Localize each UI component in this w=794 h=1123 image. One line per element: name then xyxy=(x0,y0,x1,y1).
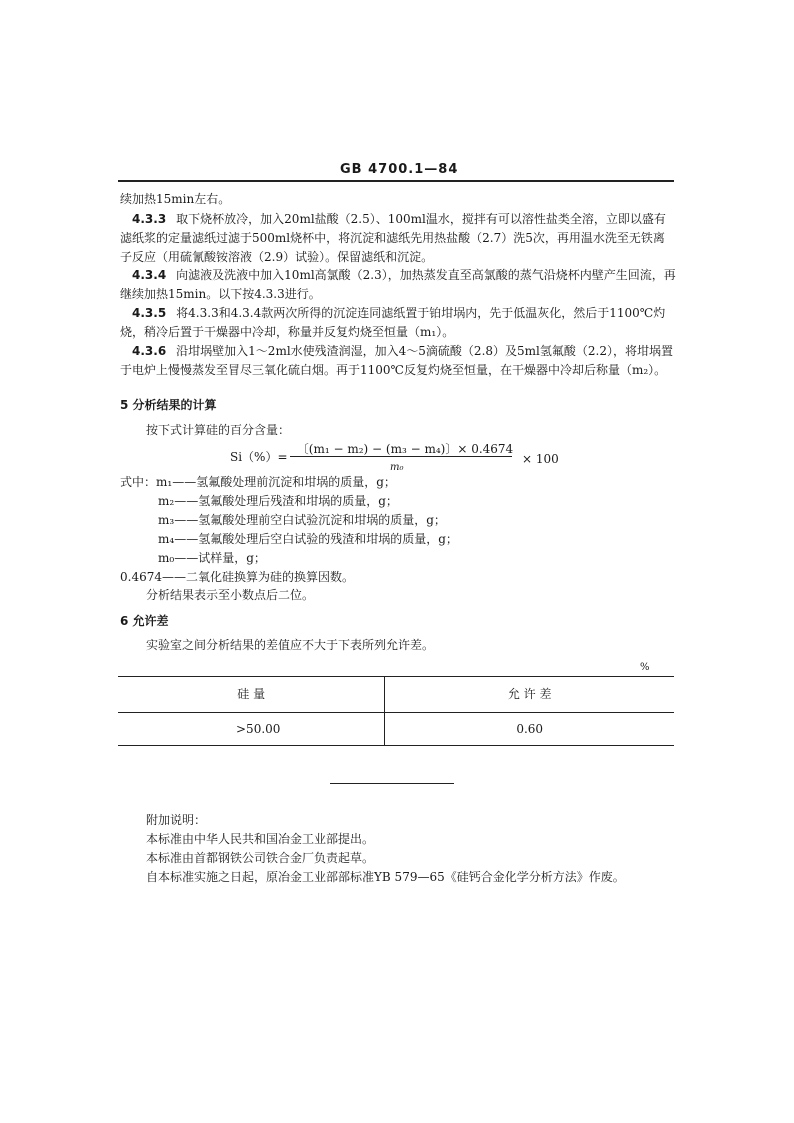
where-line: m₄——氢氟酸处理后空白试验的残渣和坩埚的质量，g； xyxy=(158,532,458,546)
clause-number: 4.3.4 xyxy=(132,268,167,282)
clause-4-3-5 xyxy=(120,304,676,342)
clause-text: 沿坩埚壁加入1～2ml水使残渣润湿，加入4～5滴硫酸（2.8）及5ml氢氟酸（2.2），将坩埚置于电炉上慢慢蒸发至冒尽三氧化硫白烟。再于1100℃反复灼烧至恒量，在干燥器中冷却后称量（m₂）。 xyxy=(120,344,673,377)
notes-line: 本标准由中华人民共和国冶金工业部提出。 xyxy=(146,832,375,846)
end-divider xyxy=(330,783,454,784)
clause-number: 4.3.6 xyxy=(132,344,167,358)
notes-line: 本标准由首都钢铁公司铁合金厂负责起草。 xyxy=(146,851,375,865)
precision-note: 分析结果表示至小数点后二位。 xyxy=(146,588,315,602)
clause-number: 4.3.5 xyxy=(132,306,167,320)
clause-4-3-6 xyxy=(120,342,676,380)
table-header-row xyxy=(118,677,674,713)
notes-title: 附加说明： xyxy=(146,813,207,827)
table-unit: % xyxy=(640,662,650,673)
clause-text: 将4.3.3和4.3.4款两次所得的沉淀连同滤纸置于铂坩埚内，先于低温灰化，然后于1100℃灼烧，稍冷后置于干燥器中冷却，称量并反复灼烧至恒量（m₁）。 xyxy=(120,306,666,339)
formula-right: × 100 xyxy=(522,452,559,466)
fraction-bar xyxy=(290,456,512,457)
clause-number: 4.3.3 xyxy=(132,212,167,226)
formula-denominator: m₀ xyxy=(390,462,404,473)
formula-numerator: 〔(m₁ − m₂) − (m₃ − m₄)〕× 0.4674 xyxy=(296,442,514,456)
continuation-text: 续加热15min左右。 xyxy=(120,192,231,206)
clause-text: 取下烧杯放冷，加入20ml盐酸（2.5）、100ml温水，搅拌有可以溶性盐类全溶，立即以盛有滤纸浆的定量滤纸过滤于500ml烧杯中，将沉淀和滤纸先用热盐酸（2.7）洗5次，再用温水洗至无铁离子反应（用硫氰酸铵溶液（2.9）试验）。保留滤纸和沉淀。 xyxy=(120,212,666,264)
where-line: 0.4674——二氧化硅换算为硅的换算因数。 xyxy=(120,570,354,584)
header-rule xyxy=(118,180,674,182)
where-line: m₂——氢氟酸处理后残渣和坩埚的质量，g； xyxy=(158,494,398,508)
formula-left: Si（%）= xyxy=(230,450,288,464)
section-6-intro: 实验室之间分析结果的差值应不大于下表所列允许差。 xyxy=(146,638,435,652)
where-line: m₃——氢氟酸处理前空白试验沉淀和坩埚的质量，g； xyxy=(158,513,446,527)
section-6-title: 6 允许差 xyxy=(120,614,169,628)
table-row xyxy=(118,713,674,746)
tolerance-table xyxy=(118,676,674,746)
column-header-tolerance: 允 许 差 xyxy=(385,677,674,713)
clause-4-3-3 xyxy=(120,210,676,267)
standard-number-header: GB 4700.1—84 xyxy=(340,162,459,177)
where-line: m₀——试样量，g； xyxy=(158,551,266,565)
table-cell-tolerance: 0.60 xyxy=(385,713,674,746)
notes-line: 自本标准实施之日起，原冶金工业部部标准YB 579—65《硅钙合金化学分析方法》作废。 xyxy=(146,870,625,884)
clause-4-3-4 xyxy=(120,266,676,304)
clause-text: 向滤液及洗液中加入10ml高氯酸（2.3），加热蒸发直至高氯酸的蒸气沿烧杯内壁产生回流，再继续加热15min。以下按4.3.3进行。 xyxy=(120,268,676,301)
section-5-intro: 按下式计算硅的百分含量： xyxy=(146,423,291,437)
section-5-title: 5 分析结果的计算 xyxy=(120,398,217,412)
table-cell-silicon: >50.00 xyxy=(118,713,385,746)
where-line: 式中：m₁——氢氟酸处理前沉淀和坩埚的质量，g； xyxy=(120,475,396,489)
column-header-silicon: 硅 量 xyxy=(118,677,385,713)
